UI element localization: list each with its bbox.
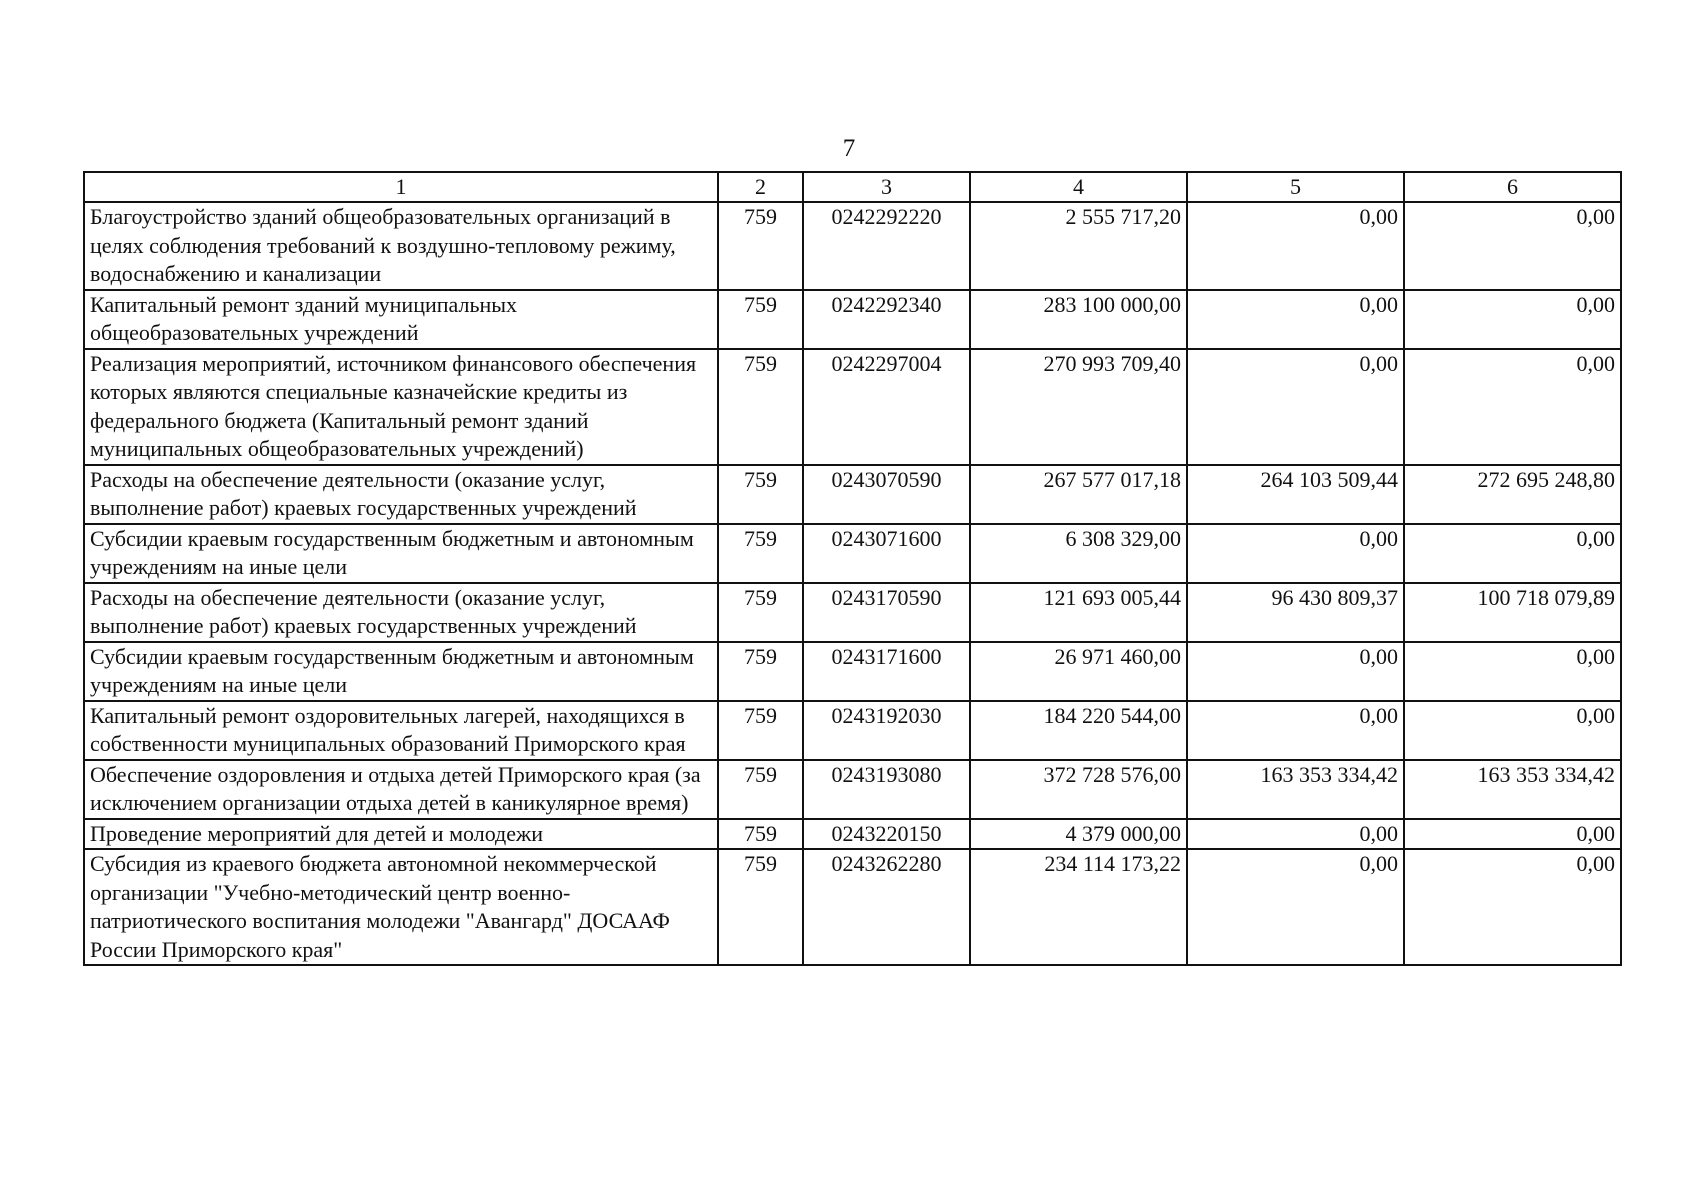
table-row — [84, 819, 1621, 850]
table-row — [84, 465, 1621, 524]
table-row — [84, 583, 1621, 642]
column-number-3: 3 — [803, 172, 970, 202]
row-amount-col4: 267 577 017,18 — [970, 465, 1187, 524]
column-number-6: 6 — [1404, 172, 1621, 202]
row-grbs-code: 759 — [718, 524, 803, 583]
row-name: Благоустройство зданий общеобразовательных организаций в целях соблюдения требований к воздушно-тепловому режиму, водоснабжению и канализации — [84, 202, 718, 290]
row-csr-code: 0243220150 — [803, 819, 970, 850]
column-number-2: 2 — [718, 172, 803, 202]
row-amount-col6: 163 353 334,42 — [1404, 760, 1621, 819]
row-csr-code: 0242297004 — [803, 349, 970, 465]
row-amount-col5: 96 430 809,37 — [1187, 583, 1404, 642]
row-name: Субсидии краевым государственным бюджетным и автономным учреждениям на иные цели — [84, 642, 718, 701]
budget-table — [83, 171, 1622, 966]
row-amount-col4: 270 993 709,40 — [970, 349, 1187, 465]
row-grbs-code: 759 — [718, 349, 803, 465]
table-row — [84, 202, 1621, 290]
row-amount-col6: 0,00 — [1404, 819, 1621, 850]
row-grbs-code: 759 — [718, 202, 803, 290]
row-grbs-code: 759 — [718, 760, 803, 819]
table-row — [84, 701, 1621, 760]
row-amount-col5: 264 103 509,44 — [1187, 465, 1404, 524]
row-name: Обеспечение оздоровления и отдыха детей Приморского края (за исключением организации отдыха детей в каникулярное время) — [84, 760, 718, 819]
row-amount-col5: 163 353 334,42 — [1187, 760, 1404, 819]
row-amount-col5: 0,00 — [1187, 524, 1404, 583]
row-name: Субсидия из краевого бюджета автономной некоммерческой организации "Учебно-методический центр военно-патриотического воспитания молодежи "Авангард" ДОСААФ России Приморского края" — [84, 849, 718, 965]
row-amount-col4: 234 114 173,22 — [970, 849, 1187, 965]
row-name: Расходы на обеспечение деятельности (оказание услуг, выполнение работ) краевых государственных учреждений — [84, 583, 718, 642]
row-amount-col6: 0,00 — [1404, 290, 1621, 349]
row-amount-col6: 0,00 — [1404, 701, 1621, 760]
row-grbs-code: 759 — [718, 642, 803, 701]
row-amount-col6: 0,00 — [1404, 349, 1621, 465]
row-csr-code: 0243192030 — [803, 701, 970, 760]
table-row — [84, 524, 1621, 583]
row-amount-col4: 121 693 005,44 — [970, 583, 1187, 642]
row-amount-col4: 2 555 717,20 — [970, 202, 1187, 290]
table-row — [84, 290, 1621, 349]
row-name: Капитальный ремонт оздоровительных лагерей, находящихся в собственности муниципальных образований Приморского края — [84, 701, 718, 760]
row-name: Субсидии краевым государственным бюджетным и автономным учреждениям на иные цели — [84, 524, 718, 583]
row-amount-col6: 0,00 — [1404, 524, 1621, 583]
row-csr-code: 0243193080 — [803, 760, 970, 819]
row-amount-col5: 0,00 — [1187, 642, 1404, 701]
row-amount-col4: 283 100 000,00 — [970, 290, 1187, 349]
column-number-5: 5 — [1187, 172, 1404, 202]
row-csr-code: 0243170590 — [803, 583, 970, 642]
row-amount-col5: 0,00 — [1187, 349, 1404, 465]
row-amount-col6: 100 718 079,89 — [1404, 583, 1621, 642]
row-name: Реализация мероприятий, источником финансового обеспечения которых являются специальные казначейские кредиты из федерального бюджета (Капитальный ремонт зданий муниципальных общеобразовательных учреждений) — [84, 349, 718, 465]
row-csr-code: 0243262280 — [803, 849, 970, 965]
row-amount-col4: 6 308 329,00 — [970, 524, 1187, 583]
row-name: Расходы на обеспечение деятельности (оказание услуг, выполнение работ) краевых государственных учреждений — [84, 465, 718, 524]
row-amount-col5: 0,00 — [1187, 202, 1404, 290]
page-number: 7 — [842, 135, 856, 162]
row-amount-col4: 26 971 460,00 — [970, 642, 1187, 701]
table-row — [84, 849, 1621, 965]
column-number-1: 1 — [84, 172, 718, 202]
table-row — [84, 760, 1621, 819]
row-amount-col6: 272 695 248,80 — [1404, 465, 1621, 524]
row-amount-col6: 0,00 — [1404, 849, 1621, 965]
row-amount-col6: 0,00 — [1404, 202, 1621, 290]
row-csr-code: 0243171600 — [803, 642, 970, 701]
row-amount-col5: 0,00 — [1187, 701, 1404, 760]
row-csr-code: 0242292340 — [803, 290, 970, 349]
row-amount-col5: 0,00 — [1187, 290, 1404, 349]
row-amount-col4: 4 379 000,00 — [970, 819, 1187, 850]
row-grbs-code: 759 — [718, 849, 803, 965]
row-amount-col5: 0,00 — [1187, 849, 1404, 965]
table-row — [84, 642, 1621, 701]
table-row — [84, 349, 1621, 465]
row-name: Капитальный ремонт зданий муниципальных общеобразовательных учреждений — [84, 290, 718, 349]
row-name: Проведение мероприятий для детей и молодежи — [84, 819, 718, 850]
row-grbs-code: 759 — [718, 465, 803, 524]
row-amount-col4: 184 220 544,00 — [970, 701, 1187, 760]
row-amount-col4: 372 728 576,00 — [970, 760, 1187, 819]
row-csr-code: 0243070590 — [803, 465, 970, 524]
row-grbs-code: 759 — [718, 583, 803, 642]
row-amount-col5: 0,00 — [1187, 819, 1404, 850]
row-grbs-code: 759 — [718, 701, 803, 760]
row-amount-col6: 0,00 — [1404, 642, 1621, 701]
row-csr-code: 0242292220 — [803, 202, 970, 290]
row-grbs-code: 759 — [718, 290, 803, 349]
row-csr-code: 0243071600 — [803, 524, 970, 583]
row-grbs-code: 759 — [718, 819, 803, 850]
column-number-row — [84, 172, 1621, 202]
column-number-4: 4 — [970, 172, 1187, 202]
